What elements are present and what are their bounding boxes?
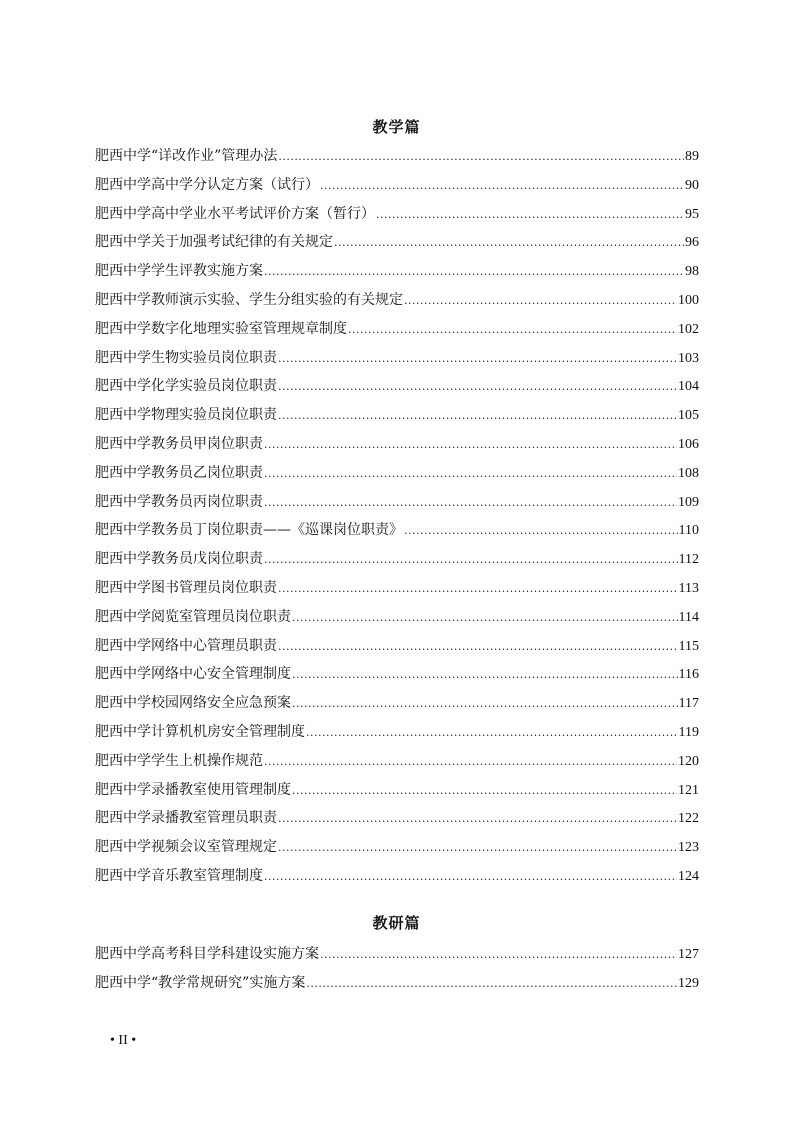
toc-entry-page-number: 115 [678, 638, 699, 654]
toc-dot-leader [278, 409, 677, 422]
toc-entry[interactable] [95, 721, 699, 750]
toc-entry-page-number: 124 [678, 868, 699, 884]
toc-dot-leader [306, 726, 678, 739]
toc-entry-page-number: 127 [678, 947, 699, 962]
toc-entry-page-number: 117 [678, 696, 699, 712]
toc-dot-leader [264, 553, 678, 566]
toc-dot-leader [292, 668, 678, 681]
toc-dot-leader [264, 870, 677, 883]
toc-entry-page-number: 102 [678, 321, 699, 337]
toc-entry-title: 肥西中学网络中心安全管理制度 [95, 666, 291, 683]
toc-dot-leader [404, 294, 677, 307]
toc-dot-leader [264, 496, 677, 509]
toc-dot-leader [292, 611, 678, 624]
toc-entry-page-number: 109 [678, 494, 699, 510]
toc-dot-leader [334, 236, 684, 249]
toc-entry-page-number: 105 [678, 408, 699, 424]
toc-entry-title: 肥西中学高中学分认定方案（试行） [95, 176, 319, 193]
toc-entry[interactable] [95, 972, 699, 1001]
toc-entry-title: 肥西中学“教学常规研究”实施方案 [95, 974, 306, 991]
toc-entry[interactable] [95, 347, 699, 376]
toc-entry[interactable] [95, 577, 699, 606]
toc-entry-title: 肥西中学高考科目学科建设实施方案 [95, 946, 319, 962]
toc-entry-page-number: 113 [678, 580, 699, 596]
toc-entry-title: 肥西中学化学实验员岗位职责 [95, 378, 277, 395]
toc-entry-title: 肥西中学录播教室使用管理制度 [95, 781, 291, 798]
toc-dot-leader [306, 977, 677, 990]
toc-entry-page-number: 116 [678, 667, 699, 683]
toc-entry[interactable] [95, 318, 699, 347]
toc-entry-title: 肥西中学关于加强考试纪律的有关规定 [95, 234, 333, 251]
toc-entry-title: 肥西中学图书管理员岗位职责 [95, 579, 277, 596]
toc-entry-title: 肥西中学教务员丁岗位职责——《巡课岗位职责》 [95, 522, 403, 539]
toc-entry-title: 肥西中学学生评教实施方案 [95, 263, 263, 280]
toc-dot-leader [320, 179, 684, 192]
toc-entry-page-number: 96 [685, 235, 699, 251]
toc-entry-title: 肥西中学音乐教室管理制度 [95, 867, 263, 884]
toc-entry[interactable] [95, 663, 699, 692]
toc-entry-page-number: 104 [678, 379, 699, 395]
toc-entry-title: 肥西中学教务员乙岗位职责 [95, 464, 263, 481]
toc-entry[interactable] [95, 375, 699, 404]
toc-entry-page-number: 112 [678, 552, 699, 568]
toc-entry[interactable] [95, 145, 699, 174]
toc-entry-page-number: 123 [678, 840, 699, 856]
toc-entry-title: 肥西中学网络中心管理员职责 [95, 637, 277, 654]
toc-entry-page-number: 98 [685, 264, 699, 280]
page-number-footer: • II • [110, 1033, 137, 1048]
toc-entry-title: 肥西中学校园网络安全应急预案 [95, 695, 291, 712]
toc-entry-title: 肥西中学“详改作业”管理办法 [95, 148, 278, 164]
toc-entry[interactable] [95, 519, 699, 548]
toc-dot-leader [264, 467, 677, 480]
toc-entry-title: 肥西中学数字化地理实验室管理规章制度 [95, 320, 347, 337]
toc-entry-page-number: 90 [685, 177, 699, 193]
toc-entry[interactable] [95, 548, 699, 577]
toc-dot-leader [278, 582, 678, 595]
toc-entry[interactable] [95, 231, 699, 260]
toc-entry-title: 肥西中学物理实验员岗位职责 [95, 407, 277, 424]
toc-entry[interactable] [95, 692, 699, 721]
toc-dot-leader [320, 948, 677, 961]
toc-entry[interactable] [95, 289, 699, 318]
toc-entry[interactable] [95, 865, 699, 894]
toc-entry-page-number: 95 [685, 206, 699, 222]
toc-entry-title: 肥西中学教师演示实验、学生分组实验的有关规定 [95, 291, 403, 308]
toc-entry-title: 肥西中学录播教室管理员职责 [95, 810, 277, 827]
toc-list-teaching [95, 145, 699, 894]
toc-entry[interactable] [95, 203, 699, 232]
toc-entry[interactable] [95, 779, 699, 808]
toc-entry[interactable] [95, 750, 699, 779]
toc-entry-page-number: 122 [678, 811, 699, 827]
toc-entry-title: 肥西中学学生上机操作规范 [95, 752, 263, 769]
toc-entry-title: 肥西中学生物实验员岗位职责 [95, 349, 277, 366]
toc-entry-page-number: 108 [678, 465, 699, 481]
toc-dot-leader [278, 841, 677, 854]
toc-dot-leader [264, 438, 677, 451]
toc-entry[interactable] [95, 433, 699, 462]
toc-dot-leader [348, 323, 677, 336]
toc-dot-leader [292, 784, 677, 797]
toc-dot-leader [292, 697, 678, 710]
toc-entry-page-number: 121 [678, 782, 699, 798]
toc-dot-leader [264, 755, 677, 768]
toc-dot-leader [278, 352, 677, 365]
toc-entry[interactable] [95, 807, 699, 836]
toc-entry-page-number: 106 [678, 436, 699, 452]
toc-entry-page-number: 129 [678, 975, 699, 991]
toc-entry[interactable] [95, 635, 699, 664]
toc-dot-leader [404, 524, 678, 537]
toc-entry-page-number: 110 [678, 523, 699, 539]
toc-dot-leader [264, 265, 684, 278]
toc-entry-title: 肥西中学计算机机房安全管理制度 [95, 723, 305, 740]
toc-dot-leader [278, 380, 677, 393]
toc-entry-title: 肥西中学高中学业水平考试评价方案（暂行） [95, 205, 375, 222]
toc-entry-page-number: 120 [678, 753, 699, 769]
toc-dot-leader [278, 640, 678, 653]
toc-dot-leader [278, 812, 677, 825]
toc-entry-page-number: 100 [678, 292, 699, 308]
toc-entry[interactable] [95, 260, 699, 289]
toc-entry-page-number: 114 [678, 609, 699, 625]
toc-entry-title: 肥西中学教务员丙岗位职责 [95, 493, 263, 510]
toc-entry[interactable] [95, 943, 699, 972]
toc-entry[interactable] [95, 462, 699, 491]
toc-list-research [95, 943, 699, 1001]
toc-entry-title: 肥西中学教务员戊岗位职责 [95, 551, 263, 568]
toc-dot-leader [278, 150, 684, 163]
toc-entry-title: 肥西中学教务员甲岗位职责 [95, 435, 263, 452]
toc-entry[interactable] [95, 174, 699, 203]
toc-entry-page-number: 89 [685, 149, 699, 164]
section-title-research: 教研篇 [372, 914, 421, 932]
toc-entry-title: 肥西中学视频会议室管理规定 [95, 839, 277, 856]
toc-entry[interactable] [95, 606, 699, 635]
toc-entry[interactable] [95, 491, 699, 520]
toc-dot-leader [376, 208, 684, 221]
toc-entry-page-number: 103 [678, 350, 699, 366]
toc-entry[interactable] [95, 404, 699, 433]
toc-entry-title: 肥西中学阅览室管理员岗位职责 [95, 608, 291, 625]
toc-entry[interactable] [95, 836, 699, 865]
section-title-teaching: 教学篇 [372, 118, 421, 136]
toc-entry-page-number: 119 [678, 724, 699, 740]
